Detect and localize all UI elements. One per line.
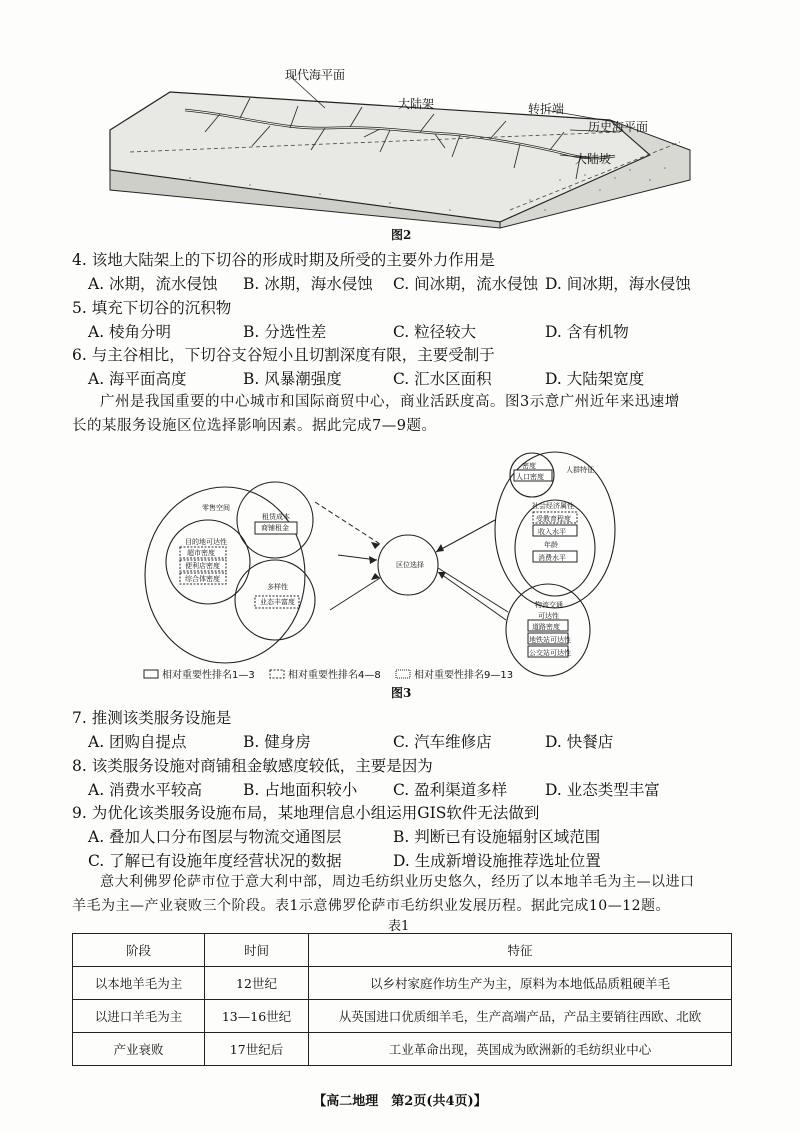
legend-rank-1-3: 相对重要性排名1—3 bbox=[162, 670, 255, 681]
table-header-row bbox=[73, 934, 732, 967]
table-row bbox=[73, 967, 732, 1000]
page-footer: 【高二地理 第2页(共4页)】 bbox=[313, 1094, 487, 1109]
table-row bbox=[73, 1033, 732, 1066]
question-7-option-a[interactable]: A. 团购自提点 bbox=[88, 733, 187, 751]
label-logistics: 物流交通 bbox=[535, 601, 563, 609]
label-continental-shelf: 大陆架 bbox=[398, 97, 435, 111]
question-6-option-a[interactable]: A. 海平面高度 bbox=[88, 370, 187, 388]
label-population: 人群特征 bbox=[566, 466, 594, 474]
intro-guangzhou-line2: 长的某服务设施区位选择影响因素。据此完成7—9题。 bbox=[72, 418, 437, 434]
question-7-option-d[interactable]: D. 快餐店 bbox=[545, 733, 614, 751]
figure3-caption: 图3 bbox=[391, 686, 412, 700]
question-8-option-d[interactable]: D. 业态类型丰富 bbox=[545, 781, 660, 799]
intro-paragraph-guangzhou bbox=[72, 390, 732, 438]
question-8-option-c[interactable]: C. 盈利渠道多样 bbox=[393, 781, 508, 799]
table-cell: 12世纪 bbox=[205, 967, 309, 1000]
figure2-caption: 图2 bbox=[391, 228, 412, 242]
question-9-option-a[interactable]: A. 叠加人口分布图层与物流交通图层 bbox=[88, 828, 342, 846]
label-rent-cost: 租赁成本 bbox=[262, 513, 290, 521]
question-9-option-d[interactable]: D. 生成新增设施推荐选址位置 bbox=[393, 852, 601, 870]
question-4-option-a[interactable]: A. 冰期，流水侵蚀 bbox=[88, 275, 218, 293]
question-9-option-c[interactable]: C. 了解已有设施年度经营状况的数据 bbox=[88, 852, 342, 870]
label-modern-sea-level: 现代海平面 bbox=[285, 68, 346, 82]
table1-caption: 表1 bbox=[388, 919, 410, 934]
question-8-stem: 8. 该类服务设施对商铺租金敏感度较低，主要是因为 bbox=[72, 757, 433, 775]
label-continental-slope: 大陆坡 bbox=[575, 152, 612, 166]
label-metro-access: 地铁站可达性 bbox=[529, 636, 571, 644]
question-5-option-c[interactable]: C. 粒径较大 bbox=[393, 323, 477, 341]
question-9-option-b[interactable]: B. 判断已有设施辐射区域范围 bbox=[393, 828, 601, 846]
table-cell: 13—16世纪 bbox=[205, 1000, 309, 1033]
label-retail-space: 零售空间 bbox=[202, 504, 230, 512]
intro-florence-line1: 意大利佛罗伦萨市位于意大利中部，周边毛纺织业历史悠久，经历了以本地羊毛为主—以进口 bbox=[100, 874, 695, 890]
label-convenience-density: 便利店密度 bbox=[185, 562, 220, 570]
label-historical-sea-level: 历史海平面 bbox=[588, 120, 649, 134]
question-7-option-b[interactable]: B. 健身房 bbox=[243, 733, 311, 751]
question-7-option-c[interactable]: C. 汽车维修店 bbox=[393, 733, 492, 751]
question-6-option-d[interactable]: D. 大陆架宽度 bbox=[545, 370, 645, 388]
question-5-option-a[interactable]: A. 棱角分明 bbox=[88, 323, 172, 341]
table1 bbox=[72, 933, 732, 1066]
label-break-end: 转折端 bbox=[528, 102, 565, 116]
label-income: 收入水平 bbox=[538, 528, 566, 536]
table-header-time: 时间 bbox=[205, 934, 309, 967]
label-destination-access: 目的地可达性 bbox=[185, 538, 227, 546]
label-socioeconomic: 社会经济属性 bbox=[532, 502, 574, 510]
figure2-block-diagram bbox=[90, 60, 710, 230]
table-cell: 以本地羊毛为主 bbox=[73, 967, 205, 1000]
label-supermarket-density: 超市密度 bbox=[187, 549, 215, 557]
label-bus-access: 公交站可达性 bbox=[529, 649, 571, 657]
label-pop-density: 人口密度 bbox=[516, 473, 544, 481]
question-5-option-d[interactable]: D. 含有机物 bbox=[545, 323, 629, 341]
intro-florence-line2: 羊毛为主—产业衰败三个阶段。表1示意佛罗伦萨市毛纺织业发展历程。据此完成10—12题。 bbox=[72, 898, 671, 914]
table-row bbox=[73, 1000, 732, 1033]
label-shop-rent: 商铺租金 bbox=[261, 524, 289, 532]
question-4-stem: 4. 该地大陆架上的下切谷的形成时期及所受的主要外力作用是 bbox=[72, 251, 495, 269]
question-8-option-b[interactable]: B. 占地面积较小 bbox=[243, 781, 358, 799]
question-4-option-b[interactable]: B. 冰期，海水侵蚀 bbox=[243, 275, 373, 293]
question-8-option-a[interactable]: A. 消费水平较高 bbox=[88, 781, 203, 799]
table-cell: 工业革命出现，英国成为欧洲新的毛纺织业中心 bbox=[309, 1033, 732, 1066]
question-5-option-b[interactable]: B. 分选性差 bbox=[243, 323, 327, 341]
label-education: 受教育程度 bbox=[536, 515, 571, 523]
label-road-density: 道路密度 bbox=[532, 623, 560, 631]
question-4-option-d[interactable]: D. 间冰期，海水侵蚀 bbox=[545, 275, 691, 293]
legend-rank-9-13: 相对重要性排名9—13 bbox=[414, 670, 514, 681]
table-cell: 以乡村家庭作坊生产为主，原料为本地低品质粗硬羊毛 bbox=[309, 967, 732, 1000]
label-complex-density: 综合体密度 bbox=[185, 575, 220, 583]
legend-rank-4-8: 相对重要性排名4—8 bbox=[288, 670, 381, 681]
table-cell: 17世纪后 bbox=[205, 1033, 309, 1066]
question-6-stem: 6. 与主谷相比，下切谷支谷短小且切割深度有限，主要受制于 bbox=[72, 346, 495, 364]
intro-guangzhou-line1: 广州是我国重要的中心城市和国际商贸中心，商业活跃度高。图3示意广州近年来迅速增 bbox=[100, 394, 680, 410]
intro-paragraph-florence bbox=[72, 870, 732, 918]
question-9-stem: 9. 为优化该类服务设施布局，某地理信息小组运用GIS软件无法做到 bbox=[72, 804, 540, 822]
label-accessibility: 可达性 bbox=[538, 612, 559, 620]
label-density: 密度 bbox=[522, 462, 536, 470]
table-cell: 产业衰败 bbox=[73, 1033, 205, 1066]
table-cell: 以进口羊毛为主 bbox=[73, 1000, 205, 1033]
label-location-choice: 区位选择 bbox=[396, 561, 424, 569]
table-header-stage: 阶段 bbox=[73, 934, 205, 967]
label-diversity: 多样性 bbox=[267, 583, 288, 591]
question-6-option-b[interactable]: B. 风暴潮强度 bbox=[243, 370, 342, 388]
question-4-option-c[interactable]: C. 间冰期，流水侵蚀 bbox=[393, 275, 539, 293]
label-age: 年龄 bbox=[544, 541, 558, 549]
table-cell: 从英国进口优质细羊毛，生产高端产品，产品主要销往西欧、北欧 bbox=[309, 1000, 732, 1033]
table-header-feature: 特征 bbox=[309, 934, 732, 967]
question-5-stem: 5. 填充下切谷的沉积物 bbox=[72, 299, 232, 317]
label-consumption: 消费水平 bbox=[538, 554, 566, 562]
question-6-option-c[interactable]: C. 汇水区面积 bbox=[393, 370, 492, 388]
question-7-stem: 7. 推测该类服务设施是 bbox=[72, 709, 232, 727]
label-business-density: 业态丰富度 bbox=[260, 598, 295, 606]
